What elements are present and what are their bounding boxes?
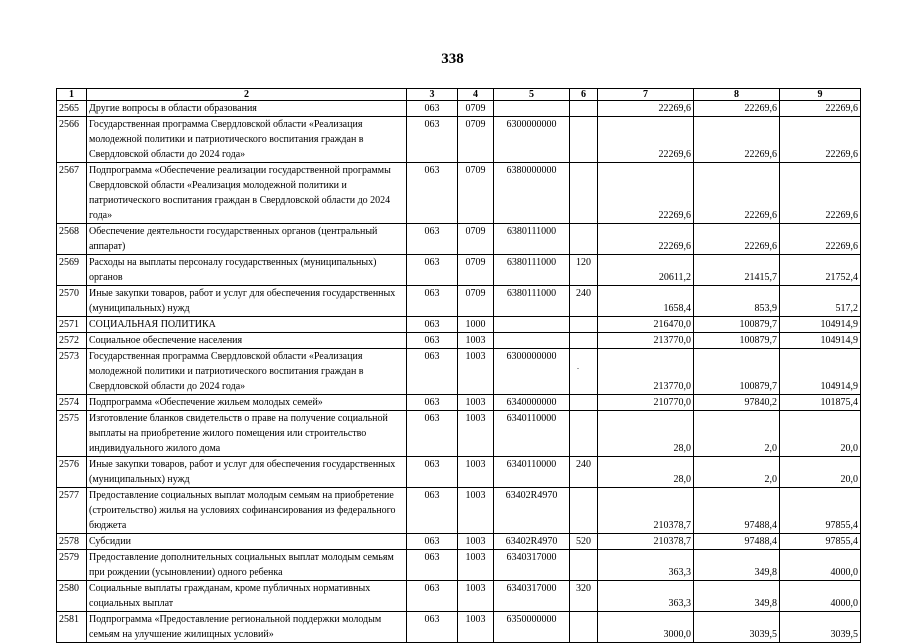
table-row xyxy=(57,534,861,550)
amount-col-9: 20,0 xyxy=(780,411,861,457)
expense-type-code xyxy=(570,163,598,224)
amount-col-9: 22269,6 xyxy=(780,117,861,163)
target-article-code: 6340110000 xyxy=(494,457,570,488)
amount-col-8: 2,0 xyxy=(694,457,780,488)
ministry-code: 063 xyxy=(407,349,458,395)
amount-col-7: 22269,6 xyxy=(598,101,694,117)
row-name: Предоставление социальных выплат молодым семьям на приобретение (строительство) жилья на условиях софинансирования из федерального бюджета xyxy=(87,488,407,534)
scan-mark: . xyxy=(577,362,579,371)
row-number: 2573 xyxy=(57,349,87,395)
row-name: Государственная программа Свердловской области «Реализация молодежной политики и патриотического воспитания граждан в Свердловской области до 2024 года» xyxy=(87,349,407,395)
expense-type-code xyxy=(570,349,598,395)
row-number: 2574 xyxy=(57,395,87,411)
amount-col-7: 210378,7 xyxy=(598,488,694,534)
ministry-code: 063 xyxy=(407,612,458,643)
amount-col-9: 97855,4 xyxy=(780,488,861,534)
row-number: 2568 xyxy=(57,224,87,255)
header-cell: 7 xyxy=(598,89,694,101)
target-article-code: 6380000000 xyxy=(494,163,570,224)
row-name: Иные закупки товаров, работ и услуг для обеспечения государственных (муниципальных) нужд xyxy=(87,457,407,488)
amount-col-7: 1658,4 xyxy=(598,286,694,317)
amount-col-7: 28,0 xyxy=(598,411,694,457)
row-name: Другие вопросы в области образования xyxy=(87,101,407,117)
table-row xyxy=(57,224,861,255)
amount-col-7: 213770,0 xyxy=(598,349,694,395)
section-code: 1003 xyxy=(458,581,494,612)
amount-col-8: 100879,7 xyxy=(694,317,780,333)
section-code: 0709 xyxy=(458,286,494,317)
row-name: Подпрограмма «Предоставление региональной поддержки молодым семьям на улучшение жилищных условий» xyxy=(87,612,407,643)
table-row xyxy=(57,457,861,488)
target-article-code xyxy=(494,101,570,117)
ministry-code: 063 xyxy=(407,224,458,255)
section-code: 1003 xyxy=(458,534,494,550)
amount-col-9: 22269,6 xyxy=(780,163,861,224)
table-row xyxy=(57,581,861,612)
row-name: Иные закупки товаров, работ и услуг для обеспечения государственных (муниципальных) нужд xyxy=(87,286,407,317)
ministry-code: 063 xyxy=(407,117,458,163)
table-row xyxy=(57,317,861,333)
row-name: Государственная программа Свердловской области «Реализация молодежной политики и патриотического воспитания граждан в Свердловской области до 2024 года» xyxy=(87,117,407,163)
section-code: 1000 xyxy=(458,317,494,333)
row-number: 2565 xyxy=(57,101,87,117)
row-name: Субсидии xyxy=(87,534,407,550)
ministry-code: 063 xyxy=(407,411,458,457)
ministry-code: 063 xyxy=(407,550,458,581)
target-article-code: 6340110000 xyxy=(494,411,570,457)
amount-col-8: 100879,7 xyxy=(694,333,780,349)
amount-col-8: 22269,6 xyxy=(694,117,780,163)
ministry-code: 063 xyxy=(407,317,458,333)
row-name: Изготовление бланков свидетельств о праве на получение социальной выплаты на приобретение жилого помещения или строительство индивидуального жилого дома xyxy=(87,411,407,457)
row-name: Подпрограмма «Обеспечение жильем молодых семей» xyxy=(87,395,407,411)
expense-type-code xyxy=(570,411,598,457)
target-article-code: 6300000000 xyxy=(494,117,570,163)
expense-type-code xyxy=(570,333,598,349)
amount-col-7: 363,3 xyxy=(598,550,694,581)
header-cell: 4 xyxy=(458,89,494,101)
section-code: 1003 xyxy=(458,349,494,395)
table-row xyxy=(57,101,861,117)
row-number: 2578 xyxy=(57,534,87,550)
row-number: 2572 xyxy=(57,333,87,349)
expense-type-code xyxy=(570,101,598,117)
expense-type-code xyxy=(570,550,598,581)
target-article-code: 6340317000 xyxy=(494,550,570,581)
section-code: 1003 xyxy=(458,612,494,643)
section-code: 0709 xyxy=(458,117,494,163)
expense-type-code xyxy=(570,395,598,411)
expense-type-code xyxy=(570,224,598,255)
target-article-code: 6300000000 xyxy=(494,349,570,395)
amount-col-8: 22269,6 xyxy=(694,101,780,117)
table-row xyxy=(57,117,861,163)
table-row xyxy=(57,488,861,534)
amount-col-8: 2,0 xyxy=(694,411,780,457)
ministry-code: 063 xyxy=(407,286,458,317)
amount-col-8: 853,9 xyxy=(694,286,780,317)
amount-col-8: 100879,7 xyxy=(694,349,780,395)
expense-type-code xyxy=(570,488,598,534)
target-article-code: 6380111000 xyxy=(494,286,570,317)
table-row xyxy=(57,255,861,286)
expense-type-code xyxy=(570,317,598,333)
row-name: Обеспечение деятельности государственных органов (центральный аппарат) xyxy=(87,224,407,255)
row-number: 2566 xyxy=(57,117,87,163)
ministry-code: 063 xyxy=(407,457,458,488)
expense-type-code xyxy=(570,612,598,643)
amount-col-9: 4000,0 xyxy=(780,550,861,581)
target-article-code: 6380111000 xyxy=(494,255,570,286)
amount-col-7: 28,0 xyxy=(598,457,694,488)
target-article-code: 6340000000 xyxy=(494,395,570,411)
row-number: 2567 xyxy=(57,163,87,224)
amount-col-9: 22269,6 xyxy=(780,224,861,255)
amount-col-8: 3039,5 xyxy=(694,612,780,643)
expense-type-code: 120 xyxy=(570,255,598,286)
row-number: 2579 xyxy=(57,550,87,581)
expense-type-code: 240 xyxy=(570,457,598,488)
amount-col-9: 104914,9 xyxy=(780,349,861,395)
amount-col-7: 213770,0 xyxy=(598,333,694,349)
amount-col-9: 21752,4 xyxy=(780,255,861,286)
amount-col-9: 104914,9 xyxy=(780,317,861,333)
header-cell: 8 xyxy=(694,89,780,101)
ministry-code: 063 xyxy=(407,163,458,224)
row-name: Подпрограмма «Обеспечение реализации государственной программы Свердловской области «Реализация молодежной политики и патриотического воспитания граждан в Свердловской области до 2024 года» xyxy=(87,163,407,224)
amount-col-8: 97488,4 xyxy=(694,488,780,534)
amount-col-8: 22269,6 xyxy=(694,163,780,224)
amount-col-7: 363,3 xyxy=(598,581,694,612)
row-name: Предоставление дополнительных социальных выплат молодым семьям при рождении (усыновлении) одного ребенка xyxy=(87,550,407,581)
amount-col-9: 517,2 xyxy=(780,286,861,317)
table-row xyxy=(57,349,861,395)
header-cell: 1 xyxy=(57,89,87,101)
amount-col-9: 20,0 xyxy=(780,457,861,488)
row-number: 2575 xyxy=(57,411,87,457)
row-name: Социальное обеспечение населения xyxy=(87,333,407,349)
section-code: 1003 xyxy=(458,333,494,349)
table-row xyxy=(57,411,861,457)
amount-col-8: 349,8 xyxy=(694,581,780,612)
amount-col-8: 22269,6 xyxy=(694,224,780,255)
amount-col-9: 101875,4 xyxy=(780,395,861,411)
ministry-code: 063 xyxy=(407,395,458,411)
amount-col-8: 97488,4 xyxy=(694,534,780,550)
ministry-code: 063 xyxy=(407,488,458,534)
target-article-code xyxy=(494,333,570,349)
amount-col-7: 20611,2 xyxy=(598,255,694,286)
section-code: 0709 xyxy=(458,101,494,117)
expense-type-code: 320 xyxy=(570,581,598,612)
amount-col-8: 349,8 xyxy=(694,550,780,581)
section-code: 1003 xyxy=(458,457,494,488)
row-number: 2571 xyxy=(57,317,87,333)
row-number: 2570 xyxy=(57,286,87,317)
target-article-code: 63402R4970 xyxy=(494,534,570,550)
table-row xyxy=(57,286,861,317)
header-cell: 6 xyxy=(570,89,598,101)
row-name: Расходы на выплаты персоналу государственных (муниципальных) органов xyxy=(87,255,407,286)
row-number: 2577 xyxy=(57,488,87,534)
amount-col-7: 210770,0 xyxy=(598,395,694,411)
ministry-code: 063 xyxy=(407,581,458,612)
ministry-code: 063 xyxy=(407,534,458,550)
row-name: СОЦИАЛЬНАЯ ПОЛИТИКА xyxy=(87,317,407,333)
amount-col-7: 3000,0 xyxy=(598,612,694,643)
amount-col-7: 22269,6 xyxy=(598,117,694,163)
row-number: 2576 xyxy=(57,457,87,488)
amount-col-7: 22269,6 xyxy=(598,163,694,224)
target-article-code: 63402R4970 xyxy=(494,488,570,534)
expense-type-code xyxy=(570,117,598,163)
row-number: 2581 xyxy=(57,612,87,643)
section-code: 0709 xyxy=(458,224,494,255)
expense-type-code: 240 xyxy=(570,286,598,317)
amount-col-9: 22269,6 xyxy=(780,101,861,117)
row-number: 2580 xyxy=(57,581,87,612)
header-cell: 9 xyxy=(780,89,861,101)
target-article-code: 6340317000 xyxy=(494,581,570,612)
section-code: 0709 xyxy=(458,255,494,286)
expense-type-code: 520 xyxy=(570,534,598,550)
ministry-code: 063 xyxy=(407,255,458,286)
ministry-code: 063 xyxy=(407,101,458,117)
amount-col-7: 22269,6 xyxy=(598,224,694,255)
section-code: 0709 xyxy=(458,163,494,224)
table-row xyxy=(57,612,861,643)
section-code: 1003 xyxy=(458,488,494,534)
amount-col-7: 210378,7 xyxy=(598,534,694,550)
table-row xyxy=(57,333,861,349)
amount-col-8: 21415,7 xyxy=(694,255,780,286)
table-row xyxy=(57,395,861,411)
ministry-code: 063 xyxy=(407,333,458,349)
amount-col-9: 4000,0 xyxy=(780,581,861,612)
amount-col-8: 97840,2 xyxy=(694,395,780,411)
row-name: Социальные выплаты гражданам, кроме публичных нормативных социальных выплат xyxy=(87,581,407,612)
table-row xyxy=(57,163,861,224)
page-number: 338 xyxy=(441,51,464,67)
header-row xyxy=(57,89,861,101)
row-number: 2569 xyxy=(57,255,87,286)
section-code: 1003 xyxy=(458,411,494,457)
header-cell: 3 xyxy=(407,89,458,101)
amount-col-9: 3039,5 xyxy=(780,612,861,643)
target-article-code xyxy=(494,317,570,333)
budget-table xyxy=(56,88,861,643)
amount-col-9: 97855,4 xyxy=(780,534,861,550)
header-cell: 2 xyxy=(87,89,407,101)
target-article-code: 6380111000 xyxy=(494,224,570,255)
section-code: 1003 xyxy=(458,395,494,411)
section-code: 1003 xyxy=(458,550,494,581)
table-row xyxy=(57,550,861,581)
header-cell: 5 xyxy=(494,89,570,101)
target-article-code: 6350000000 xyxy=(494,612,570,643)
amount-col-7: 216470,0 xyxy=(598,317,694,333)
amount-col-9: 104914,9 xyxy=(780,333,861,349)
